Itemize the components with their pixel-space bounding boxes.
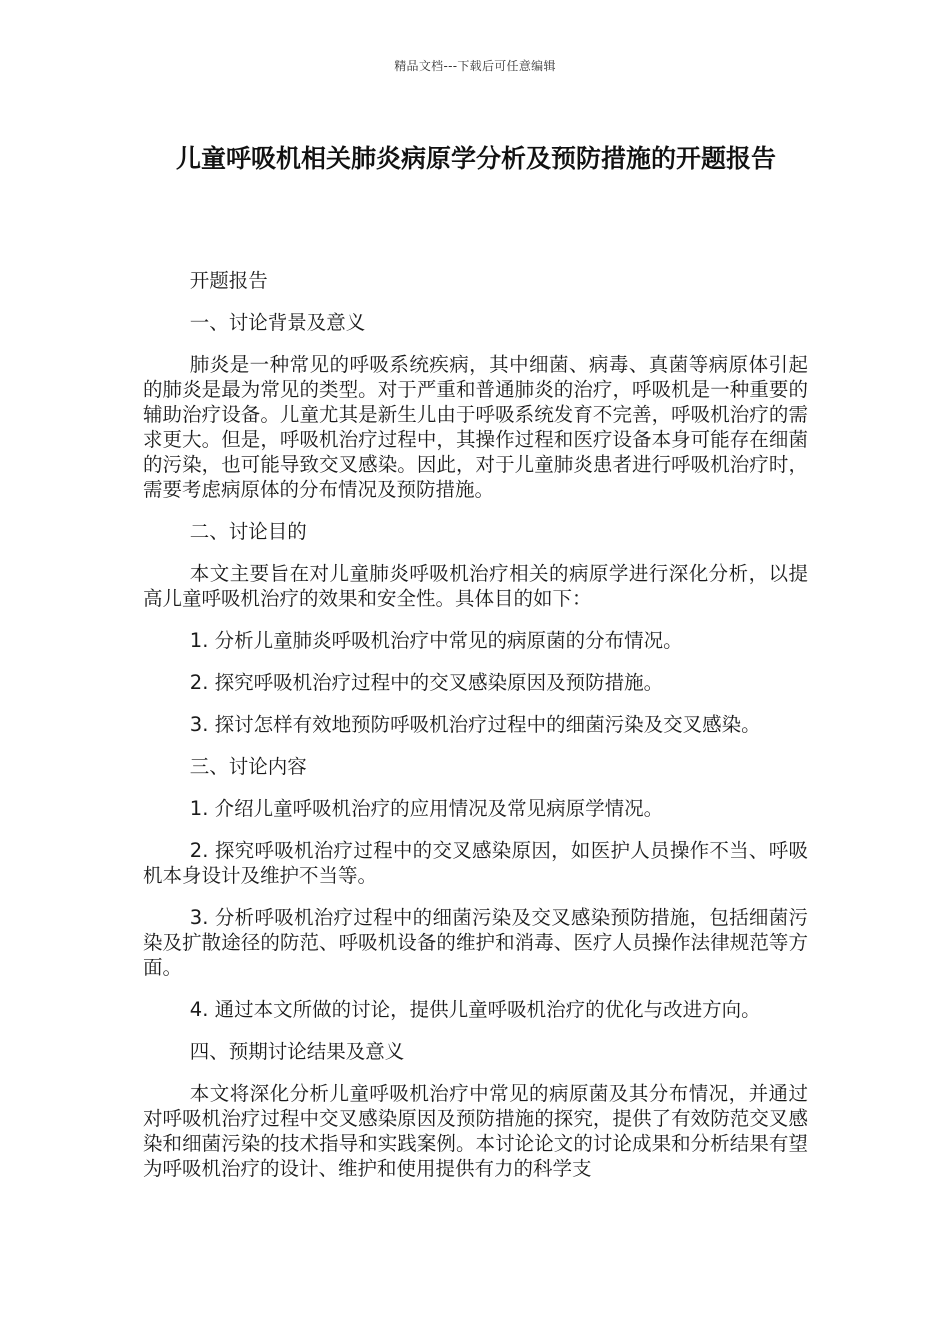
list-item-content-1: 1. 介绍儿童呼吸机治疗的应用情况及常见病原学情况。 <box>189 797 664 820</box>
document-title: 儿童呼吸机相关肺炎病原学分析及预防措施的开题报告 <box>175 144 776 173</box>
paragraph-report-label: 开题报告 <box>189 269 268 292</box>
list-item-purpose-2: 2. 探究呼吸机治疗过程中的交叉感染原因及预防措施。 <box>189 671 664 694</box>
section-heading-background: 一、讨论背景及意义 <box>189 311 366 334</box>
section-heading-expected-results: 四、预期讨论结果及意义 <box>189 1040 405 1063</box>
section-heading-content: 三、讨论内容 <box>189 755 307 778</box>
list-item-content-2: 2. 探究呼吸机治疗过程中的交叉感染原因，如医护人员操作不当、呼吸机本身设计及维护不当等。 <box>143 839 808 887</box>
section-heading-purpose: 二、讨论目的 <box>189 520 307 543</box>
paragraph-background: 肺炎是一种常见的呼吸系统疾病，其中细菌、病毒、真菌等病原体引起的肺炎是最为常见的类型。对于严重和普通肺炎的治疗，呼吸机是一种重要的辅助治疗设备。儿童尤其是新生儿由于呼吸系统发育不完善，呼吸机治疗的需求更大。但是，呼吸机治疗过程中，其操作过程和医疗设备本身可能存在细菌的污染，也可能导致交叉感染。因此，对于儿童肺炎患者进行呼吸机治疗时，需要考虑病原体的分布情况及预防措施。 <box>143 353 808 501</box>
paragraph-expected-results: 本文将深化分析儿童呼吸机治疗中常见的病原菌及其分布情况，并通过对呼吸机治疗过程中交叉感染原因及预防措施的探究，提供了有效防范交叉感染和细菌污染的技术指导和实践案例。本讨论论文的讨论成果和分析结果有望为呼吸机治疗的设计、维护和使用提供有力的科学支 <box>143 1082 808 1180</box>
list-item-purpose-1: 1. 分析儿童肺炎呼吸机治疗中常见的病原菌的分布情况。 <box>189 629 683 652</box>
list-item-purpose-3: 3. 探讨怎样有效地预防呼吸机治疗过程中的细菌污染及交叉感染。 <box>189 713 761 736</box>
header-note: 精品文档---下载后可任意编辑 <box>394 59 556 73</box>
paragraph-purpose: 本文主要旨在对儿童肺炎呼吸机治疗相关的病原学进行深化分析，以提高儿童呼吸机治疗的效果和安全性。具体目的如下： <box>143 562 808 610</box>
list-item-content-4: 4. 通过本文所做的讨论，提供儿童呼吸机治疗的优化与改进方向。 <box>189 998 761 1021</box>
document-body <box>143 268 808 1198</box>
list-item-content-3: 3. 分析呼吸机治疗过程中的细菌污染及交叉感染预防措施，包括细菌污染及扩散途径的防范、呼吸机设备的维护和消毒、医疗人员操作法律规范等方面。 <box>143 906 808 979</box>
